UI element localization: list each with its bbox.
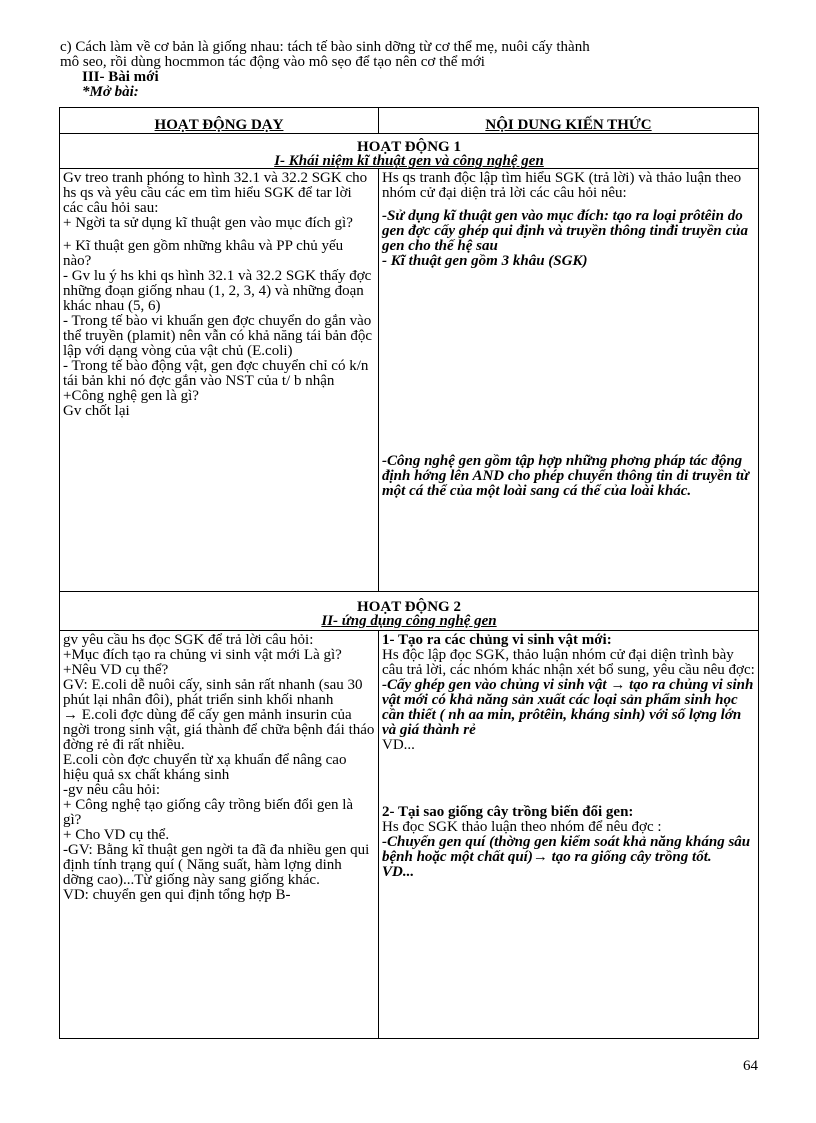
activity-2-subtitle: II- ứng dụng công nghệ gen	[321, 613, 497, 629]
content-line: -Cấy ghép gen vào chủng vi sinh vật → tạo ra chủng vi sinh vật mới có khả năng sản xuất các loại sản phẩm sinh học cần thiết ( nh aa min, prôtêin, kháng sinh) với số lợng lớn và giá thành rẻ	[382, 677, 754, 738]
intro-block	[60, 40, 760, 100]
section-subheading: *Mở bài:	[82, 84, 139, 100]
content-heading: 1- Tạo ra các chủng vi sinh vật mới:	[382, 632, 612, 648]
teaching-line: - Gv lu ý hs khi qs hình 32.1 và 32.2 SGK thấy đợc những đoạn giống nhau (1, 2, 3, 4) và những đoạn khác nhau (5, 6)	[63, 268, 372, 314]
teaching-line: GV: E.coli dễ nuôi cấy, sinh sản rất nhanh (sau 30 phút lại nhân đôi), phát triển sinh khối nhanh	[63, 677, 363, 708]
content-line: -Chuyển gen quí (thờng gen kiểm soát khả năng kháng sâu bệnh hoặc một chất quí)→ tạo ra giống cây trồng tốt.	[382, 834, 751, 865]
activity-1-content	[379, 169, 759, 592]
teaching-line: E.coli còn đợc chuyển từ xạ khuẩn để nâng cao hiệu quả sx chất kháng sinh	[63, 752, 347, 783]
teaching-line: +Mục đích tạo ra chủng vi sinh vật mới Là gì?	[63, 647, 342, 663]
activity-1-title: HOẠT ĐỘNG 1	[357, 139, 461, 155]
intro-line: mô seo, rồi dùng hocmmon tác động vào mô sẹo để tạo nên cơ thể mới	[60, 54, 485, 70]
content-line: -Sử dụng kĩ thuật gen vào mục đích: tạo ra loại prôtêin do gen đợc cấy ghép qui định và truyền thông tinđi truyền của gen cho thế hệ sau	[382, 208, 748, 254]
teaching-line: + Cho VD cụ thể.	[63, 827, 170, 843]
activity-1-subtitle: I- Khái niệm kĩ thuật gen và công nghệ gen	[274, 153, 544, 169]
content-line: - Kĩ thuật gen gồm 3 khâu (SGK)	[382, 253, 588, 269]
activity-title-row	[60, 592, 759, 631]
teaching-line: +Nêu VD cụ thể?	[63, 662, 169, 678]
activity-title-row	[60, 134, 759, 169]
activity-2-title: HOẠT ĐỘNG 2	[357, 599, 461, 615]
teaching-line: -GV: Bằng kĩ thuật gen ngời ta đã đa nhiều gen qui định tính trạng quí ( Năng suất, hàm lợng dinh dỡng cao)...Từ giống này sang giống khác.	[63, 842, 370, 888]
page-number: 64	[743, 1058, 758, 1074]
activity-2-teaching	[60, 631, 379, 1039]
content-line: VD...	[382, 737, 415, 753]
content-line: Hs độc lập đọc SGK, thảo luận nhóm cử đại diện trình bày câu trả lời, các nhóm khác nhận xét bổ sung, yêu cầu nêu đợc:	[382, 647, 755, 678]
teaching-line: +Công nghệ gen là gì?	[63, 388, 199, 404]
content-line: Hs đọc SGK thảo luận theo nhóm để nêu đợc :	[382, 819, 662, 835]
teaching-line: + Công nghệ tạo giống cây trồng biến đổi gen là gì?	[63, 797, 354, 828]
activity-1-row	[60, 169, 759, 592]
teaching-line: → E.coli đợc dùng để cấy gen mảnh insurin của ngời trong sinh vật, giá thành để chữa bệnh đái tháo đờng rẻ đi rất nhiều.	[63, 707, 375, 753]
content-line: VD...	[382, 864, 415, 880]
content-line: Hs qs tranh độc lập tìm hiểu SGK (trả lời) và thảo luận theo nhóm cử đại diện trả lời các câu hỏi nêu:	[382, 170, 742, 201]
teaching-line: -gv nêu câu hỏi:	[63, 782, 161, 798]
teaching-line: + Ngời ta sử dụng kĩ thuật gen vào mục đích gì?	[63, 215, 353, 231]
teaching-line: VD: chuyển gen qui định tổng hợp B-	[63, 887, 291, 903]
teaching-line: Gv chốt lại	[63, 403, 130, 419]
teaching-line: gv yêu cầu hs đọc SGK để trả lời câu hỏi:	[63, 632, 314, 648]
lesson-table	[59, 107, 759, 1039]
section-heading: III- Bài mới	[82, 69, 159, 85]
teaching-line: + Kĩ thuật gen gồm những khâu và PP chủ yếu nào?	[63, 238, 344, 269]
activity-2-row	[60, 631, 759, 1039]
column-header-content: NỘI DUNG KIẾN THỨC	[379, 108, 759, 134]
table-header-row	[60, 108, 759, 134]
content-heading: 2- Tại sao giống cây trồng biến đổi gen:	[382, 804, 634, 820]
teaching-line: - Trong tế bào động vật, gen đợc chuyển chỉ có k/n tái bản khi nó đợc gắn vào NST của t/ b nhận	[63, 358, 369, 389]
content-line: -Công nghệ gen gồm tập hợp những phơng pháp tác động định hớng lên AND cho phép chuyển thông tin di truyền từ một cá thể của một loài sang cá thể của loài khác.	[382, 453, 749, 499]
intro-line: c) Cách làm về cơ bản là giống nhau: tách tế bào sinh dỡng từ cơ thể mẹ, nuôi cấy thành	[60, 39, 590, 55]
activity-1-teaching	[60, 169, 379, 592]
column-header-teaching: HOẠT ĐỘNG DẠY	[60, 108, 379, 134]
activity-2-content	[379, 631, 759, 1039]
teaching-line: Gv treo tranh phóng to hình 32.1 và 32.2 SGK cho hs qs và yêu cầu các em tìm hiểu SGK để tar lời các câu hỏi sau:	[63, 170, 368, 216]
teaching-line: - Trong tế bào vi khuẩn gen đợc chuyển do gắn vào thể truyền (plamit) nên vẫn có khả năng tái bản độc lập với dạng vòng của vật chủ (E.coli)	[63, 313, 373, 359]
